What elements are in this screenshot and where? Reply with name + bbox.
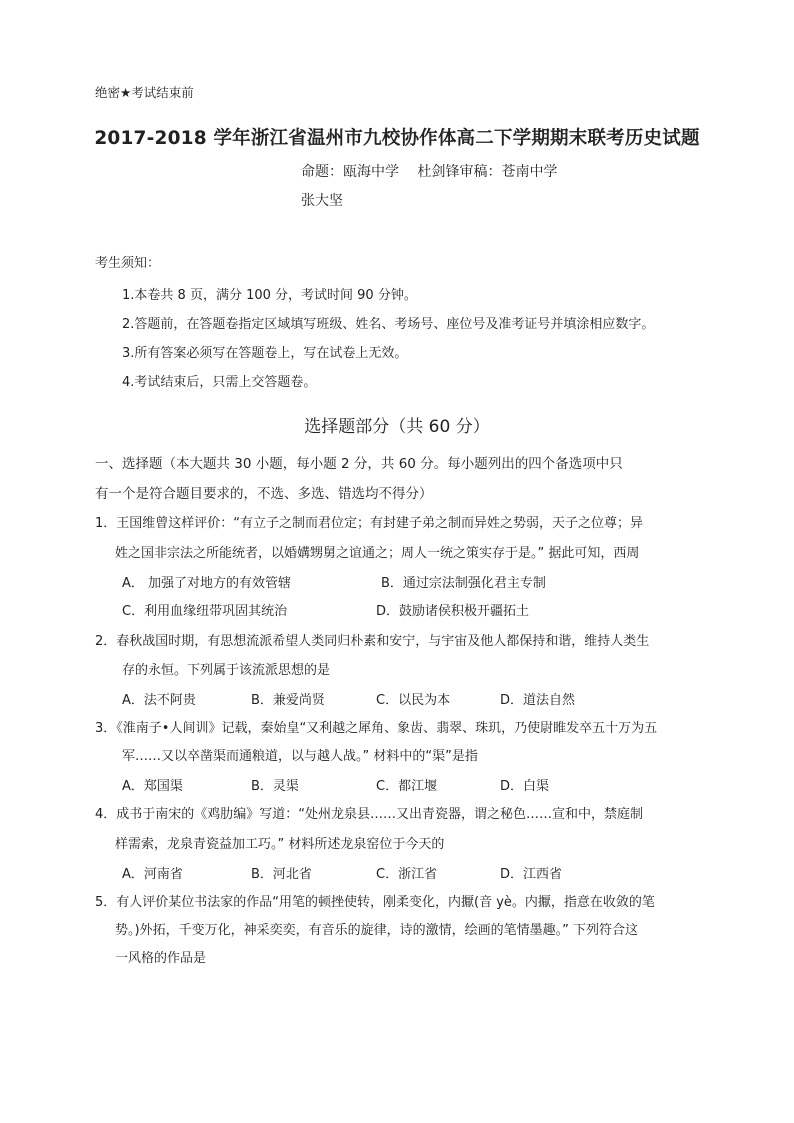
question-4-stem-continued: 样需索，龙泉青瓷益加工巧。” 材料所述龙泉窑位于今天的 — [115, 837, 445, 852]
question-3-option-d: D．白渠 — [500, 779, 550, 794]
section-title: 选择题部分（共 60 分） — [304, 417, 490, 437]
author-credit-continued: 张大坚 — [301, 193, 343, 209]
question-5-stem: 5．有人评价某位书法家的作品“用笔的顿挫使转，刚柔变化，内擫(音 yè。内擫，指意在收敛的笔 — [95, 895, 655, 910]
question-3-option-c: C．都江堰 — [376, 779, 438, 794]
question-3-option-b: B．灵渠 — [251, 779, 299, 794]
question-1-stem: 1．王国维曾这样评价：“有立子之制而君位定；有封建子弟之制而异姓之势弱，天子之位尊；异 — [95, 516, 644, 531]
question-2-stem-continued: 存的永恒。下列属于该流派思想的是 — [122, 663, 331, 678]
question-1-option-a: A． 加强了对地方的有效管辖 — [122, 576, 292, 591]
question-1-option-b: B．通过宗法制强化君主专制 — [381, 576, 546, 591]
question-5-stem-continued: 势。)外拓，千变万化，神采奕奕，有音乐的旋律，诗的激情，绘画的笔情墨趣。” 下列符合这 — [115, 923, 638, 938]
question-2-stem: 2．春秋战国时期，有思想流派希望人类同归朴素和安宁，与宇宙及他人都保持和谐，维持人类生 — [95, 634, 650, 649]
notice-item: 1.本卷共 8 页，满分 100 分，考试时间 90 分钟。 — [122, 288, 417, 303]
question-1-stem-continued: 姓之国非宗法之所能统者，以婚媾甥舅之谊通之；周人一统之策实存于是。” 据此可知，西周 — [115, 546, 640, 561]
question-4-option-a: A．河南省 — [122, 867, 183, 882]
question-4-stem: 4．成书于南宋的《鸡肋编》写道：“处州龙泉县……又出青瓷器，谓之秘色……宣和中，禁庭制 — [95, 807, 644, 822]
question-1-option-d: D．鼓励诸侯积极开疆拓土 — [376, 604, 530, 619]
question-3-stem: 3．《淮南子•人间训》记载，秦始皇“又利越之犀角、象齿、翡翠、珠玑，乃使尉睢发卒五十万为五 — [95, 721, 658, 736]
notice-heading: 考生须知： — [95, 256, 161, 271]
question-2-option-a: A．法不阿贵 — [122, 693, 196, 708]
question-2-option-b: B．兼爱尚贤 — [251, 693, 325, 708]
question-3-option-a: A．郑国渠 — [122, 779, 183, 794]
question-2-option-c: C．以民为本 — [376, 693, 451, 708]
author-credit: 命题：瓯海中学 杜剑锋审稿：苍南中学 — [301, 164, 558, 180]
notice-item: 3.所有答案必须写在答题卷上，写在试卷上无效。 — [122, 346, 408, 361]
notice-item: 4.考试结束后，只需上交答题卷。 — [122, 375, 317, 390]
question-3-stem-continued: 军……又以卒凿渠而通粮道，以与越人战。” 材料中的“渠”是指 — [122, 749, 478, 764]
exam-title: 2017-2018 学年浙江省温州市九校协作体高二下学期期末联考历史试题 — [94, 128, 700, 149]
question-4-option-d: D．江西省 — [500, 867, 563, 882]
question-1-option-c: C．利用血缘纽带巩固其统治 — [122, 604, 288, 619]
notice-item: 2.答题前，在答题卷指定区域填写班级、姓名、考场号、座位号及准考证号并填涂相应数字。 — [122, 317, 655, 332]
question-2-option-d: D．道法自然 — [500, 693, 576, 708]
confidential-label: 绝密★考试结束前 — [95, 85, 194, 100]
section-instructions-continued: 有一个是符合题目要求的，不选、多选、错选均不得分） — [95, 486, 433, 502]
section-instructions: 一、选择题（本大题共 30 小题，每小题 2 分，共 60 分。每小题列出的四个备选项中只 — [95, 456, 623, 472]
question-4-option-c: C．浙江省 — [376, 867, 438, 882]
question-4-option-b: B．河北省 — [251, 867, 312, 882]
question-5-stem-continued: 一风格的作品是 — [115, 951, 207, 966]
